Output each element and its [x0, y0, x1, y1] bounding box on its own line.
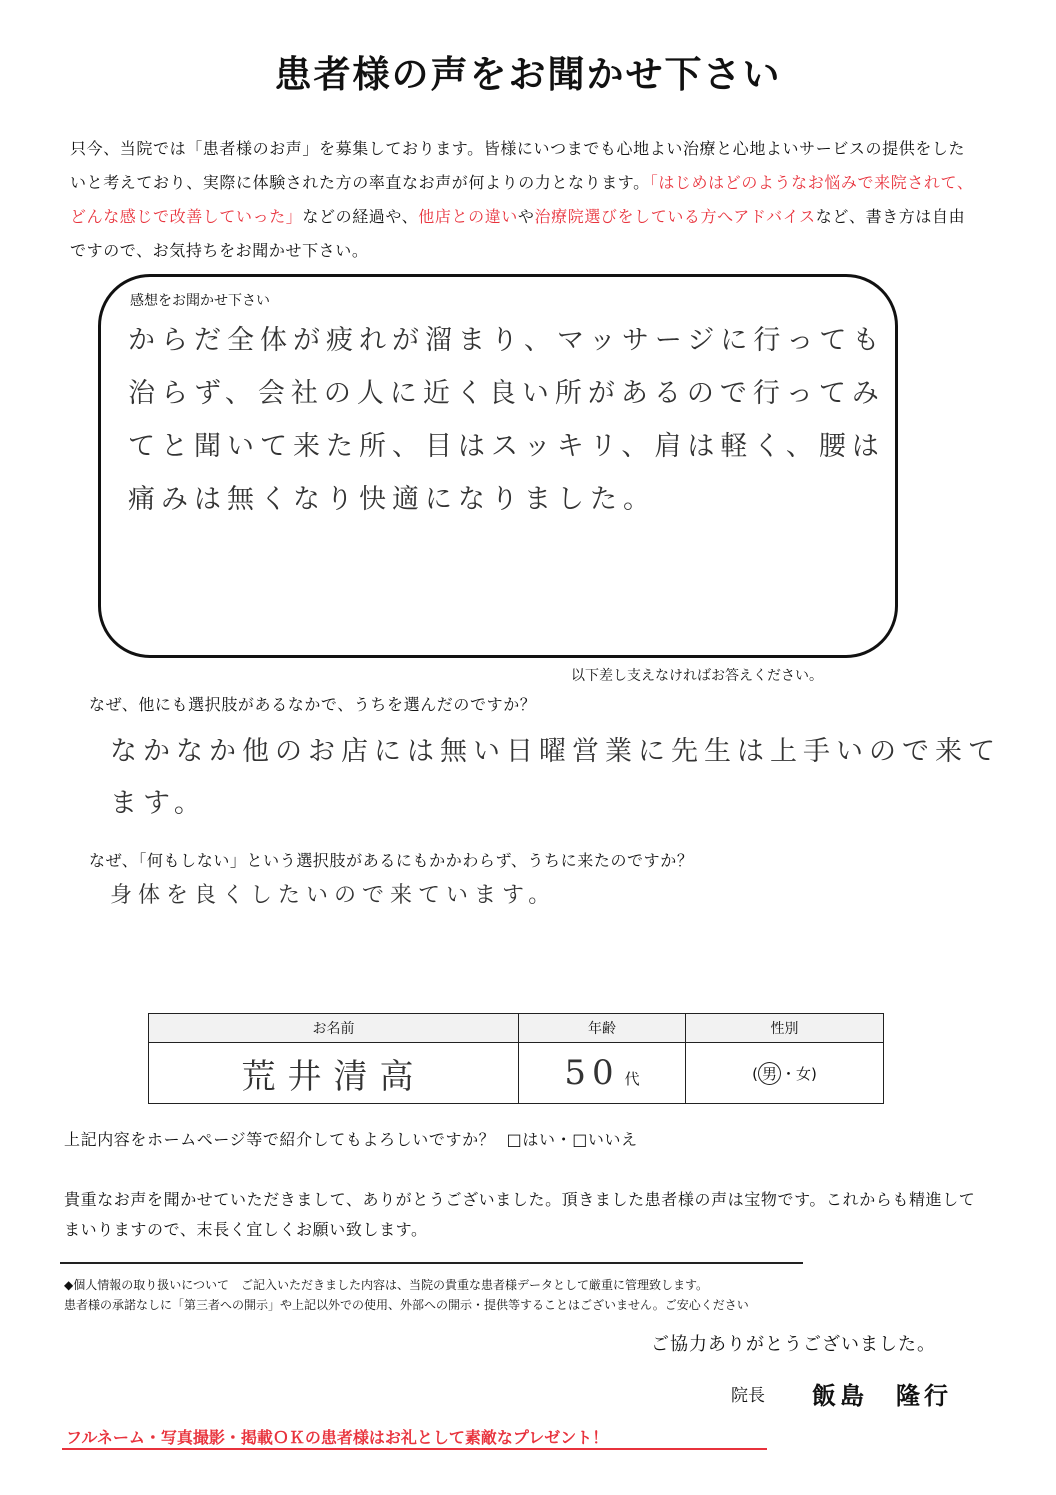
intro-paragraph — [70, 132, 975, 268]
sex-field[interactable] — [686, 1043, 884, 1104]
sex-header: 性別 — [686, 1014, 884, 1043]
age-value: 50 — [564, 1053, 620, 1093]
intro-highlight-1: 「はじめはどのようなお悩みで来院されて、どんな感じで改善していった」 — [70, 173, 974, 226]
promo-underline — [62, 1448, 767, 1450]
age-field[interactable] — [519, 1043, 686, 1104]
cooperation-thanks: ご協力ありがとうございました。 — [651, 1334, 936, 1355]
consent-yes-checkbox[interactable]: □はい — [506, 1130, 556, 1149]
sex-separator: ・ — [780, 1064, 796, 1083]
privacy-line-1: ◆個人情報の取り扱いについて ご記入いただきました内容は、当院の貴重な患者様データとして厳重に管理致します。 — [64, 1278, 709, 1292]
director-name: 飯島 隆行 — [812, 1382, 952, 1410]
name-value: 荒井清高 — [241, 1056, 426, 1097]
age-header: 年齢 — [519, 1014, 686, 1043]
intro-text-2: などの経過や、 — [302, 207, 419, 226]
name-header: お名前 — [149, 1014, 519, 1043]
answer-why-choose[interactable]: なかなか他のお店には無い日曜営業に先生は上手いので来てます。 — [110, 736, 1001, 819]
consent-question: 上記内容をホームページ等で紹介してもよろしいですか？ — [64, 1130, 496, 1149]
optional-note: 以下差し支えなければお答えください。 — [571, 668, 823, 684]
sex-paren-close: ) — [811, 1064, 817, 1083]
intro-text-4: など、書き方は自由ですので、お気持ちをお聞かせ下さい。 — [70, 207, 966, 260]
page-title: 患者様の声をお聞かせ下さい — [274, 53, 782, 96]
patient-info-table — [148, 1013, 884, 1104]
intro-highlight-3: 治療院選びをしている方へアドバイス — [534, 207, 816, 226]
impression-answer[interactable]: からだ全体が疲れが溜まり、マッサージに行っても治らず、会社の人に近く良い所があるので行ってみてと聞いて来た所、目はスッキリ、肩は軽く、腰は痛みは無くなり快適になりました。 — [128, 325, 886, 515]
consent-row — [64, 1127, 638, 1150]
consent-no-checkbox[interactable]: □いいえ — [572, 1130, 638, 1149]
question-why-come: なぜ、「何もしない」という選択肢があるにもかかわらず、うちに来たのですか？ — [89, 851, 694, 870]
age-unit: 代 — [624, 1070, 640, 1088]
question-why-choose: なぜ、他にも選択肢があるなかで、うちを選んだのですか？ — [89, 695, 537, 714]
impression-label: 感想をお聞かせ下さい — [130, 293, 270, 309]
thanks-message: 貴重なお声を聞かせていただきまして、ありがとうございました。頂きました患者様の声は宝物です。これからも精進してまいりますので、末長く宜しくお願い致します。 — [64, 1190, 976, 1239]
sex-paren-open: ( — [752, 1064, 758, 1083]
promo-banner: フルネーム・写真撮影・掲載ＯＫの患者様はお礼として素敵なプレゼント！ — [66, 1428, 609, 1447]
sex-option-female[interactable]: 女 — [796, 1064, 812, 1083]
name-field[interactable] — [149, 1043, 519, 1104]
consent-separator: ・ — [555, 1130, 573, 1149]
intro-text-3: や — [517, 207, 535, 226]
intro-highlight-2: 他店との違い — [418, 207, 518, 226]
intro-text-1: 只今、当院では「患者様のお声」を募集しております。皆様にいつまでも心地よい治療と心地よいサービスの提供をしたいと考えており、実際に体験された方の率直なお声が何よりの力となります。 — [70, 139, 966, 192]
privacy-line-2: 患者様の承諾なしに「第三者への開示」や上記以外での使用、外部への開示・提供等することはございません。ご安心ください — [64, 1298, 749, 1312]
privacy-notice — [64, 1275, 894, 1315]
divider — [60, 1262, 803, 1264]
answer-why-come[interactable]: 身体を良くしたいので来ています。 — [110, 883, 557, 908]
sex-option-male[interactable]: 男 — [758, 1062, 781, 1085]
director-title: 院長 — [731, 1386, 765, 1406]
